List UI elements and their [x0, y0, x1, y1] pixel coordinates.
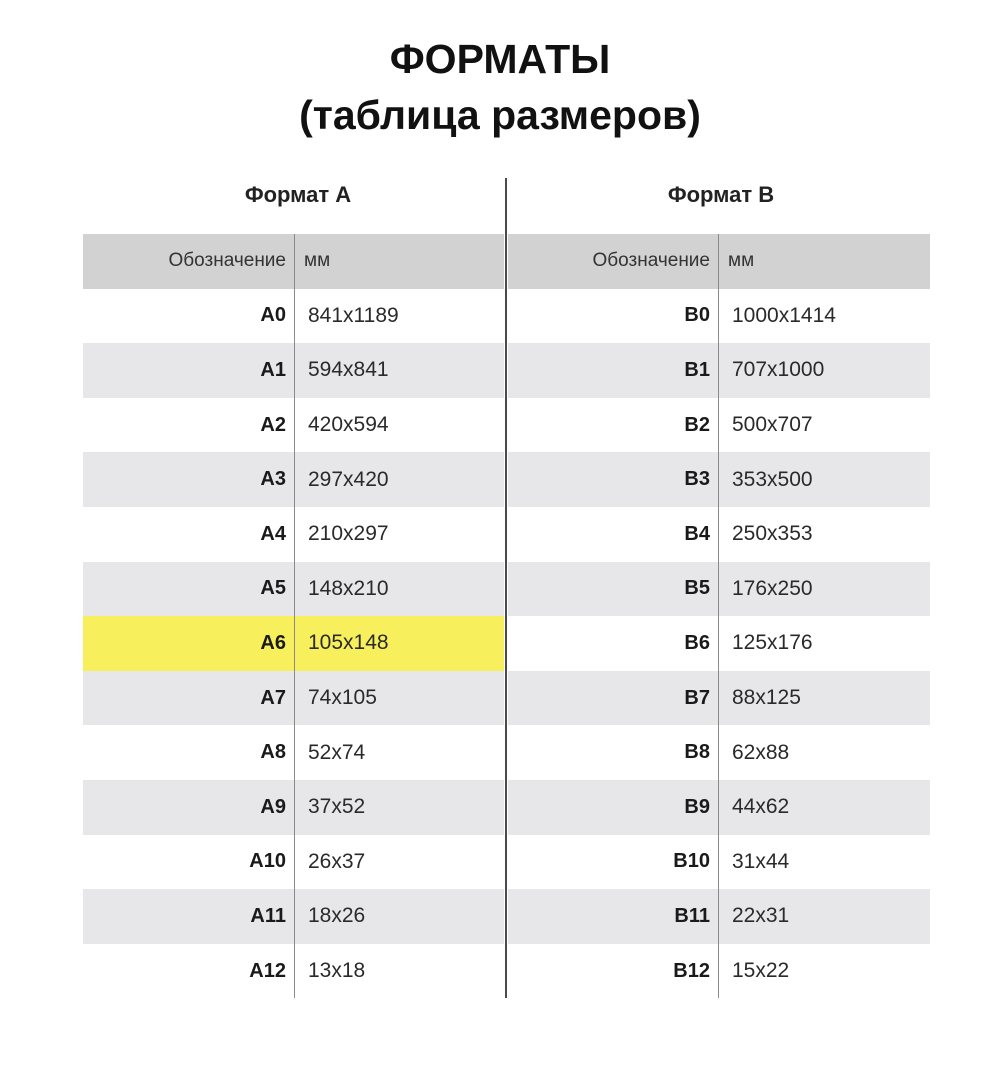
- format-b-format-code: B12: [673, 959, 710, 982]
- format-b-format-size: 88x125: [732, 686, 801, 710]
- format-b-format-code: B5: [684, 577, 710, 600]
- format-a-format-code: A0: [260, 304, 286, 327]
- format-b-row: [508, 562, 930, 617]
- format-a-format-code: A3: [260, 468, 286, 491]
- format-a-format-size: 18x26: [308, 904, 366, 928]
- column-divider: [505, 178, 507, 998]
- format-b-format-size: 15x22: [732, 959, 790, 983]
- format-b-row: [508, 944, 930, 999]
- format-b-row: [508, 780, 930, 835]
- format-b-format-size: 707x1000: [732, 358, 825, 382]
- format-a-format-code: A4: [260, 522, 286, 545]
- format-a-header-unit: мм: [304, 250, 331, 272]
- format-b-row: [508, 343, 930, 398]
- format-b-format-code: B9: [684, 795, 710, 818]
- format-a-format-size: 74x105: [308, 686, 377, 710]
- format-a-format-size: 420x594: [308, 413, 389, 437]
- format-b-row: [508, 671, 930, 726]
- format-b-format-code: B8: [684, 741, 710, 764]
- format-a-format-size: 37x52: [308, 795, 366, 819]
- format-b-header-unit: мм: [728, 250, 755, 272]
- format-a-format-size: 594x841: [308, 358, 389, 382]
- format-a-format-size: 148x210: [308, 576, 389, 600]
- format-a-format-code: A6: [260, 631, 286, 654]
- format-a-format-code: A5: [260, 577, 286, 600]
- format-a-format-code: A11: [250, 904, 286, 927]
- format-b-row: [508, 398, 930, 453]
- format-b-row: [508, 835, 930, 890]
- format-b-column-line: [718, 234, 719, 998]
- format-a-format-size: 841x1189: [308, 303, 399, 327]
- format-b-format-size: 1000x1414: [732, 303, 836, 327]
- format-a-format-code: A7: [260, 686, 286, 709]
- format-b-format-code: B10: [673, 850, 710, 873]
- format-a-column-line: [294, 234, 295, 998]
- format-a-format-code: A10: [249, 850, 286, 873]
- format-a-format-code: A8: [260, 741, 286, 764]
- format-b-format-code: B1: [684, 358, 710, 381]
- format-b-format-code: B3: [684, 468, 710, 491]
- format-b-format-size: 22x31: [732, 904, 790, 928]
- format-b-format-size: 62x88: [732, 740, 790, 764]
- format-a-format-size: 105x148: [308, 631, 389, 655]
- format-b-row: [508, 507, 930, 562]
- format-b-row: [508, 616, 930, 671]
- format-a-format-code: A12: [249, 959, 286, 982]
- format-a-header-code: Обозначение: [168, 250, 286, 272]
- format-a-format-size: 52x74: [308, 740, 366, 764]
- format-b-format-code: B0: [684, 304, 710, 327]
- format-a-format-code: A1: [260, 358, 286, 381]
- format-a-format-size: 210x297: [308, 522, 389, 546]
- format-a-format-size: 297x420: [308, 467, 389, 491]
- page-title: ФОРМАТЫ: [389, 36, 611, 82]
- format-b-header-code: Обозначение: [592, 250, 710, 272]
- format-a-format-code: A9: [260, 795, 286, 818]
- format-b-format-size: 125x176: [732, 631, 813, 655]
- format-b-row: [508, 889, 930, 944]
- format-b-header-row: [508, 234, 930, 289]
- format-b-format-code: B6: [684, 631, 710, 654]
- format-b-format-size: 353x500: [732, 467, 813, 491]
- format-b-format-code: B4: [684, 522, 710, 545]
- format-b-row: [508, 452, 930, 507]
- format-b-row: [508, 725, 930, 780]
- format-b-heading: Формат В: [667, 182, 775, 207]
- format-b-format-size: 44x62: [732, 795, 790, 819]
- format-a-format-size: 13x18: [308, 959, 366, 983]
- format-b-format-size: 500x707: [732, 413, 813, 437]
- format-a-format-code: A2: [260, 413, 286, 436]
- format-a-format-size: 26x37: [308, 849, 366, 873]
- format-b-format-size: 176x250: [732, 576, 813, 600]
- format-b-format-size: 31x44: [732, 849, 790, 873]
- format-b-format-code: B7: [684, 686, 710, 709]
- page-subtitle: (таблица размеров): [299, 92, 701, 138]
- format-b-row: [508, 289, 930, 344]
- format-b-format-size: 250x353: [732, 522, 813, 546]
- format-b-format-code: B2: [684, 413, 710, 436]
- format-b-format-code: B11: [674, 904, 710, 927]
- format-a-heading: Формат А: [244, 182, 352, 207]
